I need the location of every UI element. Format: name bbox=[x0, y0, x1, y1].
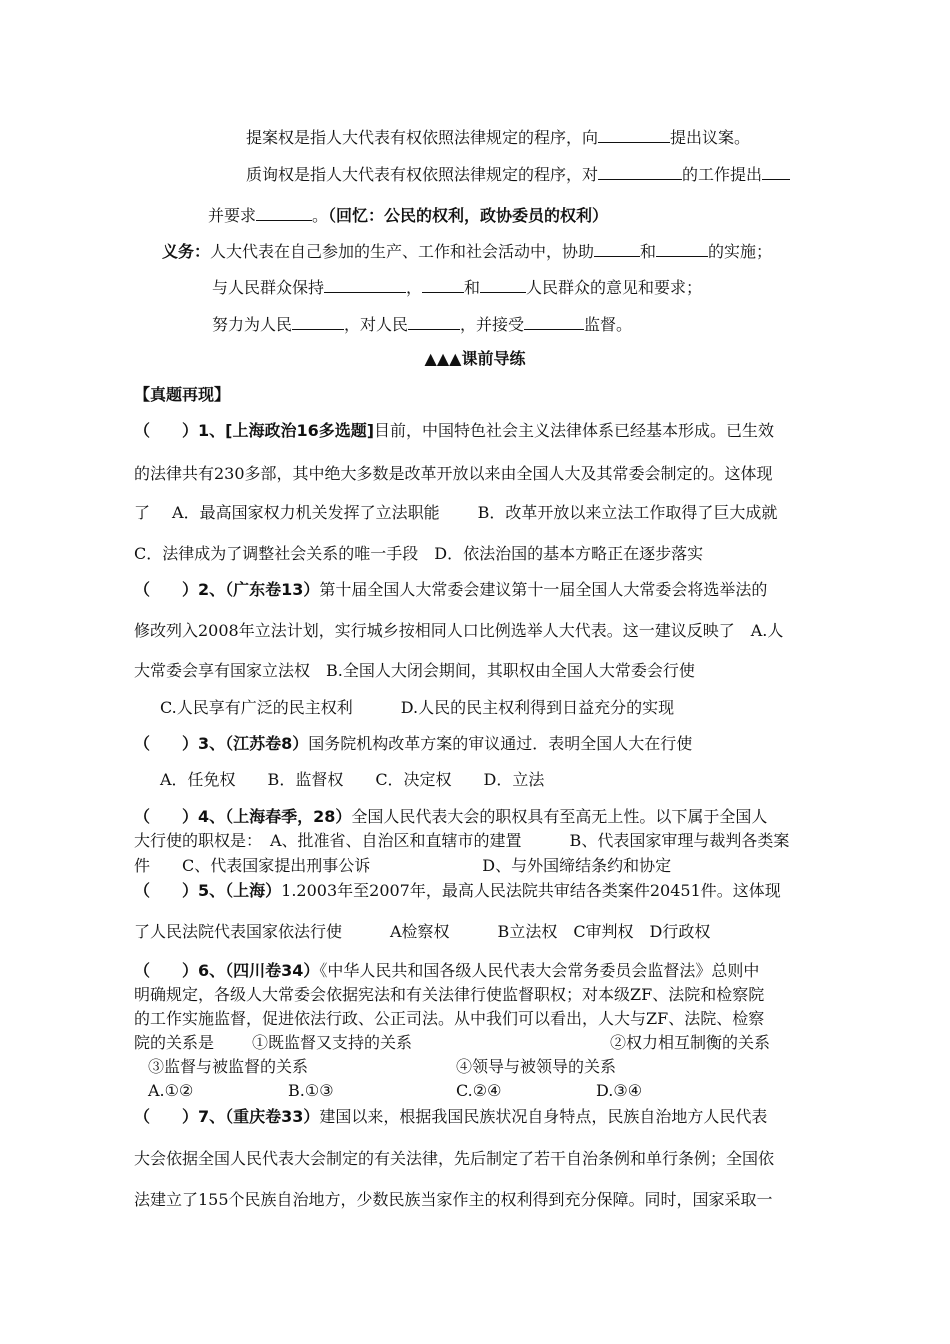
choice-2: ②权力相互制衡的关系 bbox=[610, 1033, 771, 1052]
q4-line-2: 大行使的职权是： A、批准省、自治区和直辖市的建置 B、代表国家审理与裁判各类案 bbox=[134, 831, 790, 850]
choice-4: ④领导与被领导的关系 bbox=[456, 1057, 617, 1076]
q2-line-1 bbox=[134, 579, 767, 601]
option-b: B．改革开放以来立法工作取得了巨大成就 bbox=[477, 503, 778, 522]
source-tag: [上海政治16多选题] bbox=[225, 421, 375, 440]
q7-line-1 bbox=[134, 1106, 767, 1128]
source-tag: （四川卷34） bbox=[225, 961, 320, 980]
text: 的实施； bbox=[708, 242, 773, 261]
intro-line-5 bbox=[212, 276, 702, 299]
text: ，并接受 bbox=[460, 315, 525, 334]
text: 院的关系是 bbox=[134, 1033, 215, 1052]
text: 全国人民代表大会的职权具有至高无上性。以下属于全国人 bbox=[351, 807, 768, 826]
option-a: A.①② bbox=[148, 1081, 194, 1100]
option-c: C.②④ bbox=[456, 1081, 502, 1100]
q5-line-2: 了人民法院代表国家依法行使 A检察权 B立法权 C审判权 D行政权 bbox=[134, 922, 711, 941]
text: 第十届全国人大常委会建议第十一届全国人大常委会将选举法的 bbox=[319, 580, 768, 599]
text: 《中华人民共和国各级人民代表大会常务委员会监督法》总则中 bbox=[319, 961, 760, 980]
intro-line-4 bbox=[162, 240, 772, 263]
fill-blank bbox=[292, 313, 344, 330]
fill-blank bbox=[422, 276, 464, 293]
answer-paren: （ ）4、 bbox=[134, 807, 226, 826]
q5-line-1 bbox=[134, 880, 781, 902]
source-tag: （上海） bbox=[225, 881, 282, 900]
text: 人大代表在自己参加的生产、工作和社会活动中，协助 bbox=[210, 242, 595, 261]
text: 国务院机构改革方案的审议通过．表明全国人大在行使 bbox=[308, 734, 693, 753]
fill-blank bbox=[656, 240, 708, 257]
text: 人民群众的意见和要求； bbox=[526, 278, 703, 297]
text: 和 bbox=[640, 242, 657, 261]
fill-blank bbox=[594, 240, 640, 257]
option-c: C．法律成为了调整社会关系的唯一手段 bbox=[134, 544, 419, 563]
answer-paren: （ ）6、 bbox=[134, 961, 226, 980]
fill-blank bbox=[480, 276, 526, 293]
option-a: A．最高国家权力机关发挥了立法职能 bbox=[172, 503, 440, 522]
text: 提出议案。 bbox=[670, 128, 751, 147]
intro-line-2 bbox=[246, 163, 790, 186]
choice-1: ①既监督又支持的关系 bbox=[252, 1033, 413, 1052]
answer-paren: （ ）2、 bbox=[134, 580, 226, 599]
q1-line-4 bbox=[134, 543, 703, 565]
option-d: D．依法治国的基本方略正在逐步落实 bbox=[434, 544, 704, 563]
section-title: ▲▲▲课前导练 bbox=[424, 349, 526, 368]
fill-blank bbox=[598, 126, 670, 143]
recall-note: （回忆：公民的权利，政协委员的权利） bbox=[328, 206, 609, 225]
intro-line-6 bbox=[212, 313, 632, 336]
subsection-title: 【真题再现】 bbox=[134, 385, 231, 404]
q2-line-3: 大常委会享有国家立法权 B.全国人大闭会期间，其职权由全国人大常委会行使 bbox=[134, 661, 695, 680]
text: 质询权是指人大代表有权依照法律规定的程序，对 bbox=[246, 165, 599, 184]
option-c: C.人民享有广泛的民主权利 bbox=[160, 698, 353, 717]
fill-blank bbox=[256, 204, 312, 221]
source-tag: （江苏卷8） bbox=[225, 734, 309, 753]
text: 。 bbox=[312, 206, 329, 225]
q4-line-3: 件 C、代表国家提出刑事公诉 D、与外国缔结条约和协定 bbox=[134, 856, 672, 875]
q2-line-4 bbox=[160, 697, 674, 719]
intro-line-3 bbox=[208, 204, 608, 227]
q2-line-2: 修改列入2008年立法计划，实行城乡按相同人口比例选举人大代表。这一建议反映了 A.人 bbox=[134, 621, 784, 640]
obligation-label: 义务： bbox=[162, 242, 211, 261]
text: 1.2003年至2007年，最高人民法院共审结各类案件20451件。这体现 bbox=[281, 881, 781, 900]
answer-paren: （ ）7、 bbox=[134, 1107, 226, 1126]
text: 监督。 bbox=[584, 315, 633, 334]
fill-blank bbox=[408, 313, 460, 330]
q1-line-2: 的法律共有230多部，其中绝大多数是改革开放以来由全国人大及其常委会制定的。这体现 bbox=[134, 464, 773, 483]
q6-line-1 bbox=[134, 960, 759, 982]
intro-line-1 bbox=[246, 126, 750, 149]
q6-line-3: 的工作实施监督，促进依法行政、公正司法。从中我们可以看出，人大与ZF、法院、检察 bbox=[134, 1009, 765, 1028]
text: 与人民群众保持 bbox=[212, 278, 325, 297]
fill-blank bbox=[598, 163, 682, 180]
text: 目前，中国特色社会主义法律体系已经基本形成。已生效 bbox=[374, 421, 775, 440]
fill-blank bbox=[762, 163, 790, 180]
fill-blank bbox=[324, 276, 406, 293]
answer-paren: （ ）3、 bbox=[134, 734, 226, 753]
text: 努力为人民 bbox=[212, 315, 293, 334]
text: ， bbox=[406, 278, 423, 297]
text: 建国以来，根据我国民族状况自身特点，民族自治地方人民代表 bbox=[319, 1107, 768, 1126]
q1-line-3 bbox=[134, 502, 777, 524]
q6-line-2: 明确规定，各级人大常委会依据宪法和有关法律行使监督职权；对本级ZF、法院和检察院 bbox=[134, 985, 765, 1004]
q4-line-1 bbox=[134, 806, 767, 828]
q3-line-1 bbox=[134, 733, 692, 755]
q3-options: A．任免权 B．监督权 C．决定权 D．立法 bbox=[160, 770, 545, 789]
source-tag: （广东卷13） bbox=[225, 580, 320, 599]
source-tag: （上海春季，28） bbox=[225, 807, 352, 826]
fill-blank bbox=[524, 313, 584, 330]
option-d: D.人民的民主权利得到日益充分的实现 bbox=[400, 698, 675, 717]
text: 并要求 bbox=[208, 206, 257, 225]
text: 提案权是指人大代表有权依照法律规定的程序，向 bbox=[246, 128, 599, 147]
q7-line-2: 大会依据全国人民代表大会制定的有关法律，先后制定了若干自治条例和单行条例；全国依 bbox=[134, 1149, 775, 1168]
answer-paren: （ ）1、 bbox=[134, 421, 226, 440]
option-d: D.③④ bbox=[596, 1081, 643, 1100]
text: 的工作提出 bbox=[682, 165, 763, 184]
text: ，对人民 bbox=[344, 315, 409, 334]
q6-line-4 bbox=[134, 1032, 412, 1054]
text: 了 bbox=[134, 503, 151, 522]
source-tag: （重庆卷33） bbox=[225, 1107, 320, 1126]
q7-line-3: 法建立了155个民族自治地方，少数民族当家作主的权利得到充分保障。同时，国家采取一 bbox=[134, 1190, 773, 1209]
text: 和 bbox=[464, 278, 481, 297]
answer-paren: （ ）5、 bbox=[134, 881, 226, 900]
q1-line-1 bbox=[134, 420, 774, 442]
option-b: B.①③ bbox=[288, 1081, 334, 1100]
choice-3: ③监督与被监督的关系 bbox=[148, 1057, 309, 1076]
